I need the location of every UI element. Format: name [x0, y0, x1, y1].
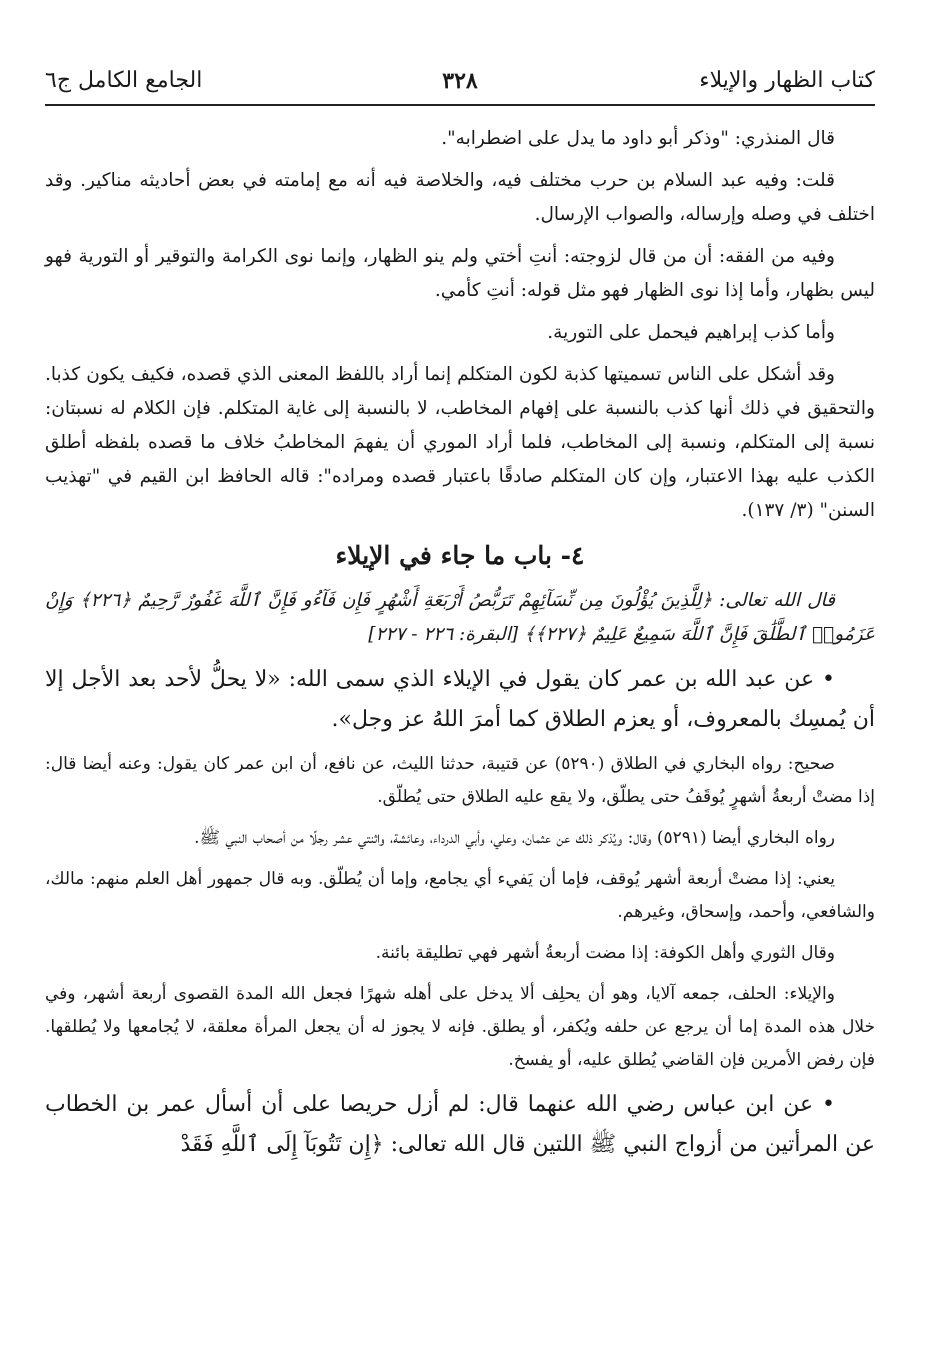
paragraph-fiqh: وفيه من الفقه: أن من قال لزوجته: أنتِ أختي ولم ينو الظهار، وإنما نوى الكرامة والتوقير أو التورية فهو ليس بظهار، وأما إذا نوى الظهار فهو مثل قوله: أنتِ كأمي. — [45, 246, 875, 301]
paragraph-thawri: وقال الثوري وأهل الكوفة: إذا مضت أربعةُ أشهر فهي تطليقة بائنة. — [375, 943, 835, 963]
paragraph-tawriya: وقد أشكل على الناس تسميتها كذبة لكون المتكلم إنما أراد باللفظ المعنى الذي قصده، فكيف يكون كذبا. والتحقيق في ذلك أنها كذب بالنسبة على إفهام المخاطب، لا بالنسبة إلى غاية المتكلم. فإن الكلام له نسبتان: نسبة إلى المتكلم، ونسبة إلى المخاطب، فلما أراد الموري أن يفهمَ المخاطبُ خلاف ما قصده بلفظه أطلق الكذب عليه بهذا الاعتبار، وإن كان المتكلم صادقًا باعتبار قصده ومراده": قاله الحافظ ابن القيم في "تهذيب السنن" (٣/ ١٣٧). — [45, 364, 875, 521]
book-page — [45, 60, 875, 1360]
chapter-heading: ٤- باب ما جاء في الإيلاء — [335, 541, 585, 570]
hadith-ibn-abbas: • عن ابن عباس رضي الله عنهما قال: لم أزل حريصا على أن أسأل عمر بن الخطاب عن المرأتين من أزواج النبي ﷺ اللتين قال الله تعالى: ﴿إِن تَتُوبَآ إِلَى ٱللَّهِ فَقَدْ — [45, 1092, 875, 1157]
takhrij-bukhari-5290: صحيح: رواه البخاري في الطلاق (٥٢٩٠) عن قتيبة، حدثنا الليث، عن نافع، أن ابن عمر كان يقول: وعنه أيضا قال: إذا مضتْ أربعةُ أشهرٍ يُوقَفُ حتى يطلّق، ولا يقع عليه الطلاق حتى يُطلّق. — [45, 754, 875, 807]
paragraph-qultu: قلت: وفيه عبد السلام بن حرب مختلف فيه، والخلاصة فيه أنه مع إمامته في بعض أحاديثه مناكير. وقد اختلف في وصله وإرساله، والصواب الإرسال. — [45, 170, 875, 225]
page-number: ٣٢٨ — [442, 68, 478, 94]
paragraph-yani: يعني: إذا مضتْ أربعة أشهر يُوقف، فإما أن يَفيء أي يجامع، وإما أن يُطلّق. وبه قال جمهور أهل العلم منهم: مالك، والشافعي، وأحمد، وإسحاق، وغيرهم. — [45, 869, 875, 922]
paragraph-bukhari-5291: رواه البخاري أيضا (٥٢٩١) وقال: ويُذكر ذلك عن عثمان، وعلي، وأبي الدرداء، وعائشة، واثنتي عشر رجلًا من أصحاب النبي ﷺ. — [194, 828, 835, 848]
hadith-ibn-umar: • عن عبد الله بن عمر كان يقول في الإيلاء الذي سمى الله: «لا يحلُّ لأحد بعد الأجل إلا أن يُمسِك بالمعروف، أو يعزم الطلاق كما أمرَ اللهُ عز وجل». — [45, 667, 875, 732]
page-header — [45, 60, 875, 106]
quran-verse: قال الله تعالى: ﴿لِلَّذِينَ يُؤْلُونَ مِن نِّسَآئِهِمْ تَرَبُّصُ أَرْبَعَةِ أَشْهُرٍ فَإِن فَآءُو فَإِنَّ ٱللَّهَ غَفُورٌ رَّحِيمٌ ﴿٢٢٦﴾ وَإِنْ عَزَمُوا۟ ٱلطَّلَٰقَ فَإِنَّ ٱللَّهَ سَمِيعٌ عَلِيمٌ ﴿٢٢٧﴾﴾ [البقرة: ٢٢٦ - ٢٢٧] — [45, 590, 875, 645]
paragraph-mundhiri: قال المنذري: "وذكر أبو داود ما يدل على اضطرابه". — [441, 128, 835, 149]
page-body — [45, 122, 875, 1165]
paragraph-ibrahim: وأما كذب إبراهيم فيحمل على التورية. — [547, 322, 835, 343]
chapter-running-title: كتاب الظهار والإيلاء — [699, 68, 875, 93]
book-running-title: الجامع الكامل ج٦ — [45, 68, 203, 93]
paragraph-ila-definition: والإيلاء: الحلف، جمعه آلايا، وهو أن يحلِف ألا يدخل على أهله شهرًا فجعل الله المدة القصوى أربعة أشهر، وفي خلال هذه المدة إما أن يرجع عن حلفه ويُكفر، أو يطلق. فإنه لا يجوز له أن يجعل المرأة معلقة، لا يُجامعها ولا يُطلقها. فإن رفض الأمرين فإن القاضي يُطلق عليه، أو يفسخ. — [45, 984, 875, 1070]
